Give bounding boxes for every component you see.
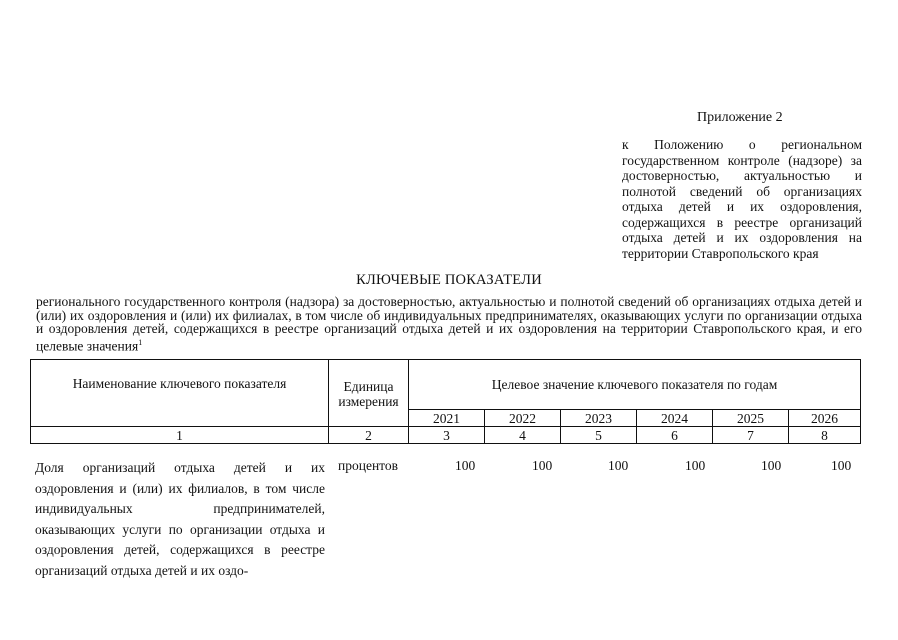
appendix-label: Приложение 2: [697, 110, 783, 125]
column-number: 8: [789, 427, 861, 444]
column-number: 5: [561, 427, 637, 444]
subtitle-footnote: 1: [138, 337, 143, 347]
header-indicator-name: Наименование ключевого показателя: [31, 360, 329, 427]
document-title: КЛЮЧЕВЫЕ ПОКАЗАТЕЛИ: [356, 272, 542, 288]
indicator-value-2021: 100: [455, 458, 476, 473]
indicator-value-2026: 100: [831, 458, 852, 473]
column-number: 6: [637, 427, 713, 444]
header-target-values: Целевое значение ключевого показателя по годам: [409, 360, 861, 410]
header-year-2023: 2023: [561, 410, 637, 427]
column-number: 2: [329, 427, 409, 444]
header-year-2024: 2024: [637, 410, 713, 427]
header-year-2021: 2021: [409, 410, 485, 427]
column-number: 7: [713, 427, 789, 444]
header-year-2025: 2025: [713, 410, 789, 427]
column-number: 4: [485, 427, 561, 444]
column-number: 3: [409, 427, 485, 444]
indicators-table: [30, 359, 861, 444]
header-year-2026: 2026: [789, 410, 861, 427]
indicator-value-2023: 100: [608, 458, 629, 473]
appendix-reference: к Положению о региональном государственном контроле (надзоре) за достоверностью, актуальностью и полнотой сведений об организациях отдыха детей и их оздоровления, содержащихся в реестре организаций отдыха детей и их оздоровления на территории Ставропольского края: [622, 137, 862, 261]
column-number-row: [31, 427, 861, 444]
indicator-unit: процентов: [338, 458, 399, 473]
header-unit: Единица измерения: [329, 360, 409, 427]
indicator-value-2025: 100: [761, 458, 782, 473]
subtitle-text: регионального государственного контроля (надзора) за достоверностью, актуальностью и полнотой сведений об организациях отдыха детей и (или) их оздоровления и (или) их филиалах, в том числе об индивидуальных предпринимателях, оказывающих услуги по организации отдыха и оздоровления детей, содержащихся в реестре организаций отдыха детей и их оздоровления на территории Ставропольского края, и его целевые значения: [36, 294, 862, 353]
indicator-value-2024: 100: [685, 458, 706, 473]
indicator-value-2022: 100: [532, 458, 553, 473]
indicator-name: Доля организаций отдыха детей и их оздоровления и (или) их филиалов, в том числе индивидуальных предпринимателей, оказывающих услуги по организации отдыха и оздоровления детей, содержащихся в реестре организаций отдыха детей и их оздо-: [35, 460, 325, 578]
column-number: 1: [31, 427, 329, 444]
document-subtitle: [36, 295, 862, 353]
header-year-2022: 2022: [485, 410, 561, 427]
